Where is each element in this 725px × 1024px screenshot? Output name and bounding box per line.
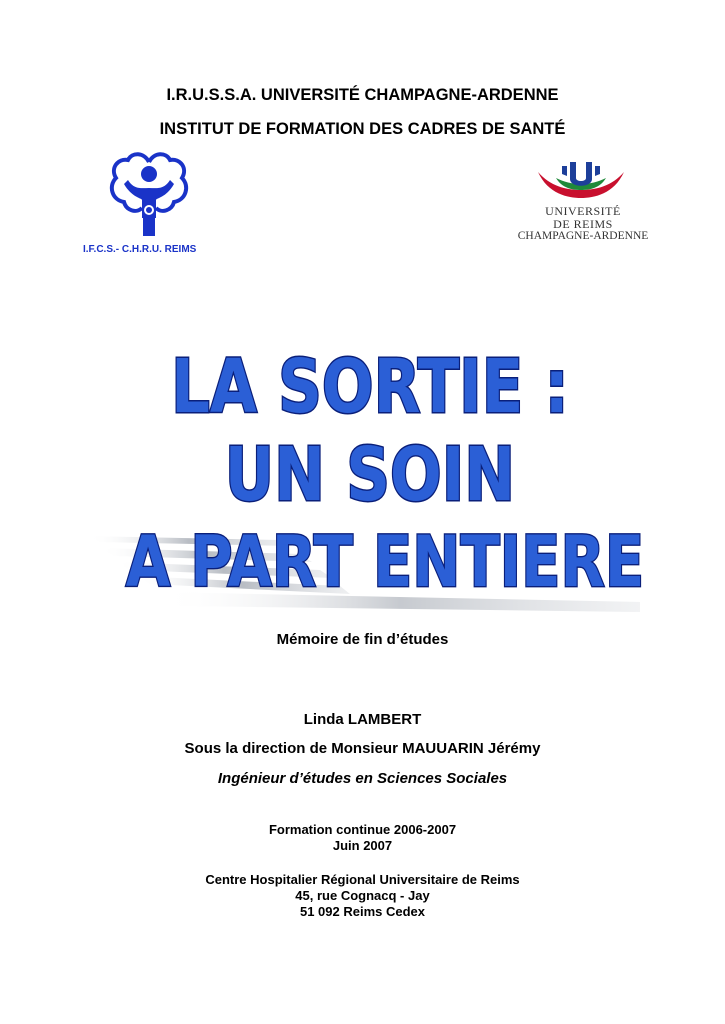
supervisor: Sous la direction de Monsieur MAUUARIN Jérémy	[184, 740, 541, 757]
header-institute: INSTITUT DE FORMATION DES CADRES DE SANTÉ	[159, 120, 566, 138]
universite-reims-logo	[512, 160, 654, 244]
address-city: 51 092 Reims Cedex	[299, 904, 426, 919]
formation-date: Juin 2007	[332, 838, 393, 853]
formation-program: Formation continue 2006-2007	[268, 822, 457, 837]
ifcs-caption: I.F.C.S.- C.H.R.U. REIMS	[83, 244, 197, 255]
document-title	[80, 350, 650, 620]
universite-city: DE REIMS	[553, 217, 613, 231]
title-line-1: LA SORTIE :	[171, 350, 569, 430]
universite-name: UNIVERSITÉ	[545, 204, 621, 218]
universite-region: CHAMPAGNE-ARDENNE	[517, 230, 649, 242]
supervisor-role: Ingénieur d’études en Sciences Sociales	[217, 770, 508, 787]
address-street: 45, rue Cognacq - Jay	[295, 888, 430, 903]
tree-person-icon	[104, 148, 194, 240]
title-line-3: A PART ENTIERE	[125, 521, 645, 604]
universite-emblem-icon	[534, 160, 628, 200]
address-institution: Centre Hospitalier Régional Universitaire de Reims	[205, 872, 520, 887]
header-institution: I.R.U.S.S.A. UNIVERSITÉ CHAMPAGNE-ARDENNE	[166, 86, 559, 104]
author-name: Linda LAMBERT	[303, 711, 422, 728]
document-type: Mémoire de fin d’études	[276, 631, 449, 648]
title-line-2: UN SOIN	[224, 431, 516, 518]
